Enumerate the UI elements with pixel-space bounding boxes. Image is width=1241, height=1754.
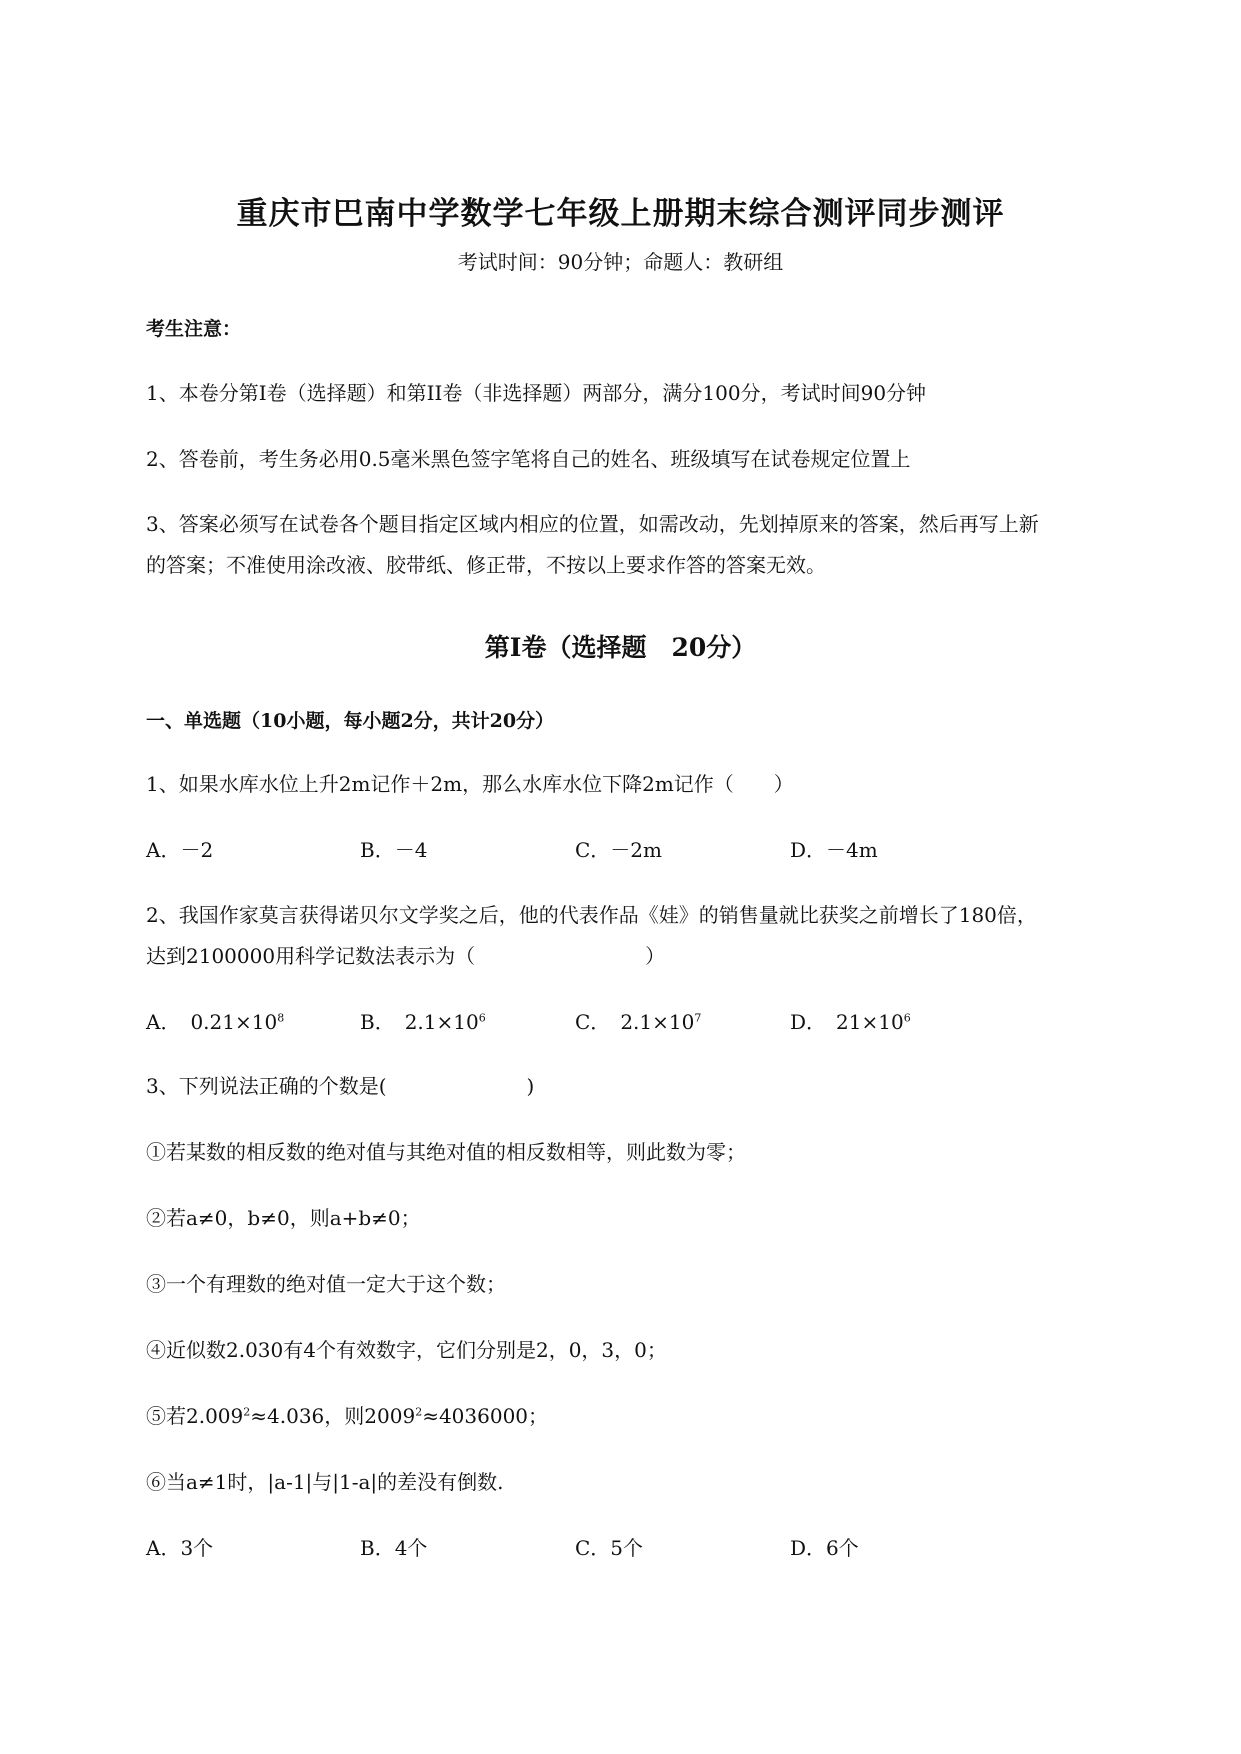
q3-option-c: C．5个 <box>575 1536 644 1560</box>
question-2-stem-close: ） <box>645 944 666 968</box>
notice-item-2: 2、答卷前，考生务必用0.5毫米黑色签字笔将自己的姓名、班级填写在试卷规定位置上 <box>146 447 911 471</box>
option-exponent: 6 <box>478 1011 486 1025</box>
statement-5 <box>146 1400 548 1429</box>
page-title: 重庆市巴南中学数学七年级上册期末综合测评同步测评 <box>236 196 1005 232</box>
statement-5-exponent: 2 <box>243 1405 251 1419</box>
option-letter: B． <box>360 1010 395 1034</box>
statement-5-part: ≈4036000； <box>422 1404 549 1428</box>
statement-1: ①若某数的相反数的绝对值与其绝对值的相反数相等，则此数为零； <box>146 1140 746 1164</box>
q3-option-a: A．3个 <box>146 1536 214 1560</box>
question-2-stem-line1: 2、我国作家莫言获得诺贝尔文学奖之后，他的代表作品《娃》的销售量就比获奖之前增长了180倍， <box>146 903 1037 927</box>
question-2-stem-text: 达到2100000用科学记数法表示为（ <box>146 944 476 968</box>
statement-3: ③一个有理数的绝对值一定大于这个数； <box>146 1272 506 1296</box>
option-base: 21×10 <box>836 1010 904 1034</box>
q3-option-b: B．4个 <box>360 1536 428 1560</box>
option-exponent: 7 <box>694 1011 702 1025</box>
notice-item-3-continued: 的答案；不准使用涂改液、胶带纸、修正带，不按以上要求作答的答案无效。 <box>146 553 826 577</box>
question-1-stem: 1、如果水库水位上升2m记作＋2m，那么水库水位下降2m记作（ ） <box>146 772 794 796</box>
option-letter: D． <box>790 1010 827 1034</box>
notice-item-3: 3、答案必须写在试卷各个题目指定区域内相应的位置，如需改动，先划掉原来的答案，然后再写上新 <box>146 512 1039 536</box>
statement-4: ④近似数2.030有4个有效数字，它们分别是2，0，3，0； <box>146 1338 667 1362</box>
notice-heading: 考生注意： <box>146 318 242 340</box>
section-title: 第I卷（选择题 20分） <box>484 633 757 662</box>
statement-5-part: ≈4.036，则2009 <box>250 1404 416 1428</box>
option-base: 2.1×10 <box>620 1010 695 1034</box>
q2-option-d <box>790 1006 911 1035</box>
statement-2: ②若a≠0，b≠0，则a+b≠0； <box>146 1206 421 1230</box>
q1-option-d: D．－4m <box>790 838 878 862</box>
option-base: 0.21×10 <box>190 1010 278 1034</box>
option-exponent: 8 <box>277 1011 285 1025</box>
part-heading: 一、单选题（10小题，每小题2分，共计20分） <box>146 710 555 732</box>
q3-option-d: D．6个 <box>790 1536 859 1560</box>
question-3-stem-text: 3、下列说法正确的个数是( <box>146 1074 387 1098</box>
statement-5-exponent: 2 <box>415 1405 423 1419</box>
exam-info: 考试时间：90分钟；命题人：教研组 <box>457 250 784 274</box>
question-3-stem-close: ) <box>526 1074 535 1098</box>
statement-5-part: ⑤若2.009 <box>146 1404 244 1428</box>
q2-option-b <box>360 1006 486 1035</box>
notice-item-1: 1、本卷分第I卷（选择题）和第II卷（非选择题）两部分，满分100分，考试时间90分钟 <box>146 381 927 405</box>
statement-6: ⑥当a≠1时，|a-1|与|1-a|的差没有倒数. <box>146 1470 504 1494</box>
question-3-stem <box>146 1070 534 1099</box>
q2-option-c <box>575 1006 701 1035</box>
option-letter: A． <box>146 1010 181 1034</box>
q1-option-c: C．－2m <box>575 838 662 862</box>
option-base: 2.1×10 <box>404 1010 479 1034</box>
question-2-stem-line2 <box>146 940 665 969</box>
q1-option-b: B．－4 <box>360 838 428 862</box>
q1-option-a: A．－2 <box>146 838 214 862</box>
option-exponent: 6 <box>903 1011 911 1025</box>
q2-option-a <box>146 1006 284 1035</box>
option-letter: C． <box>575 1010 611 1034</box>
